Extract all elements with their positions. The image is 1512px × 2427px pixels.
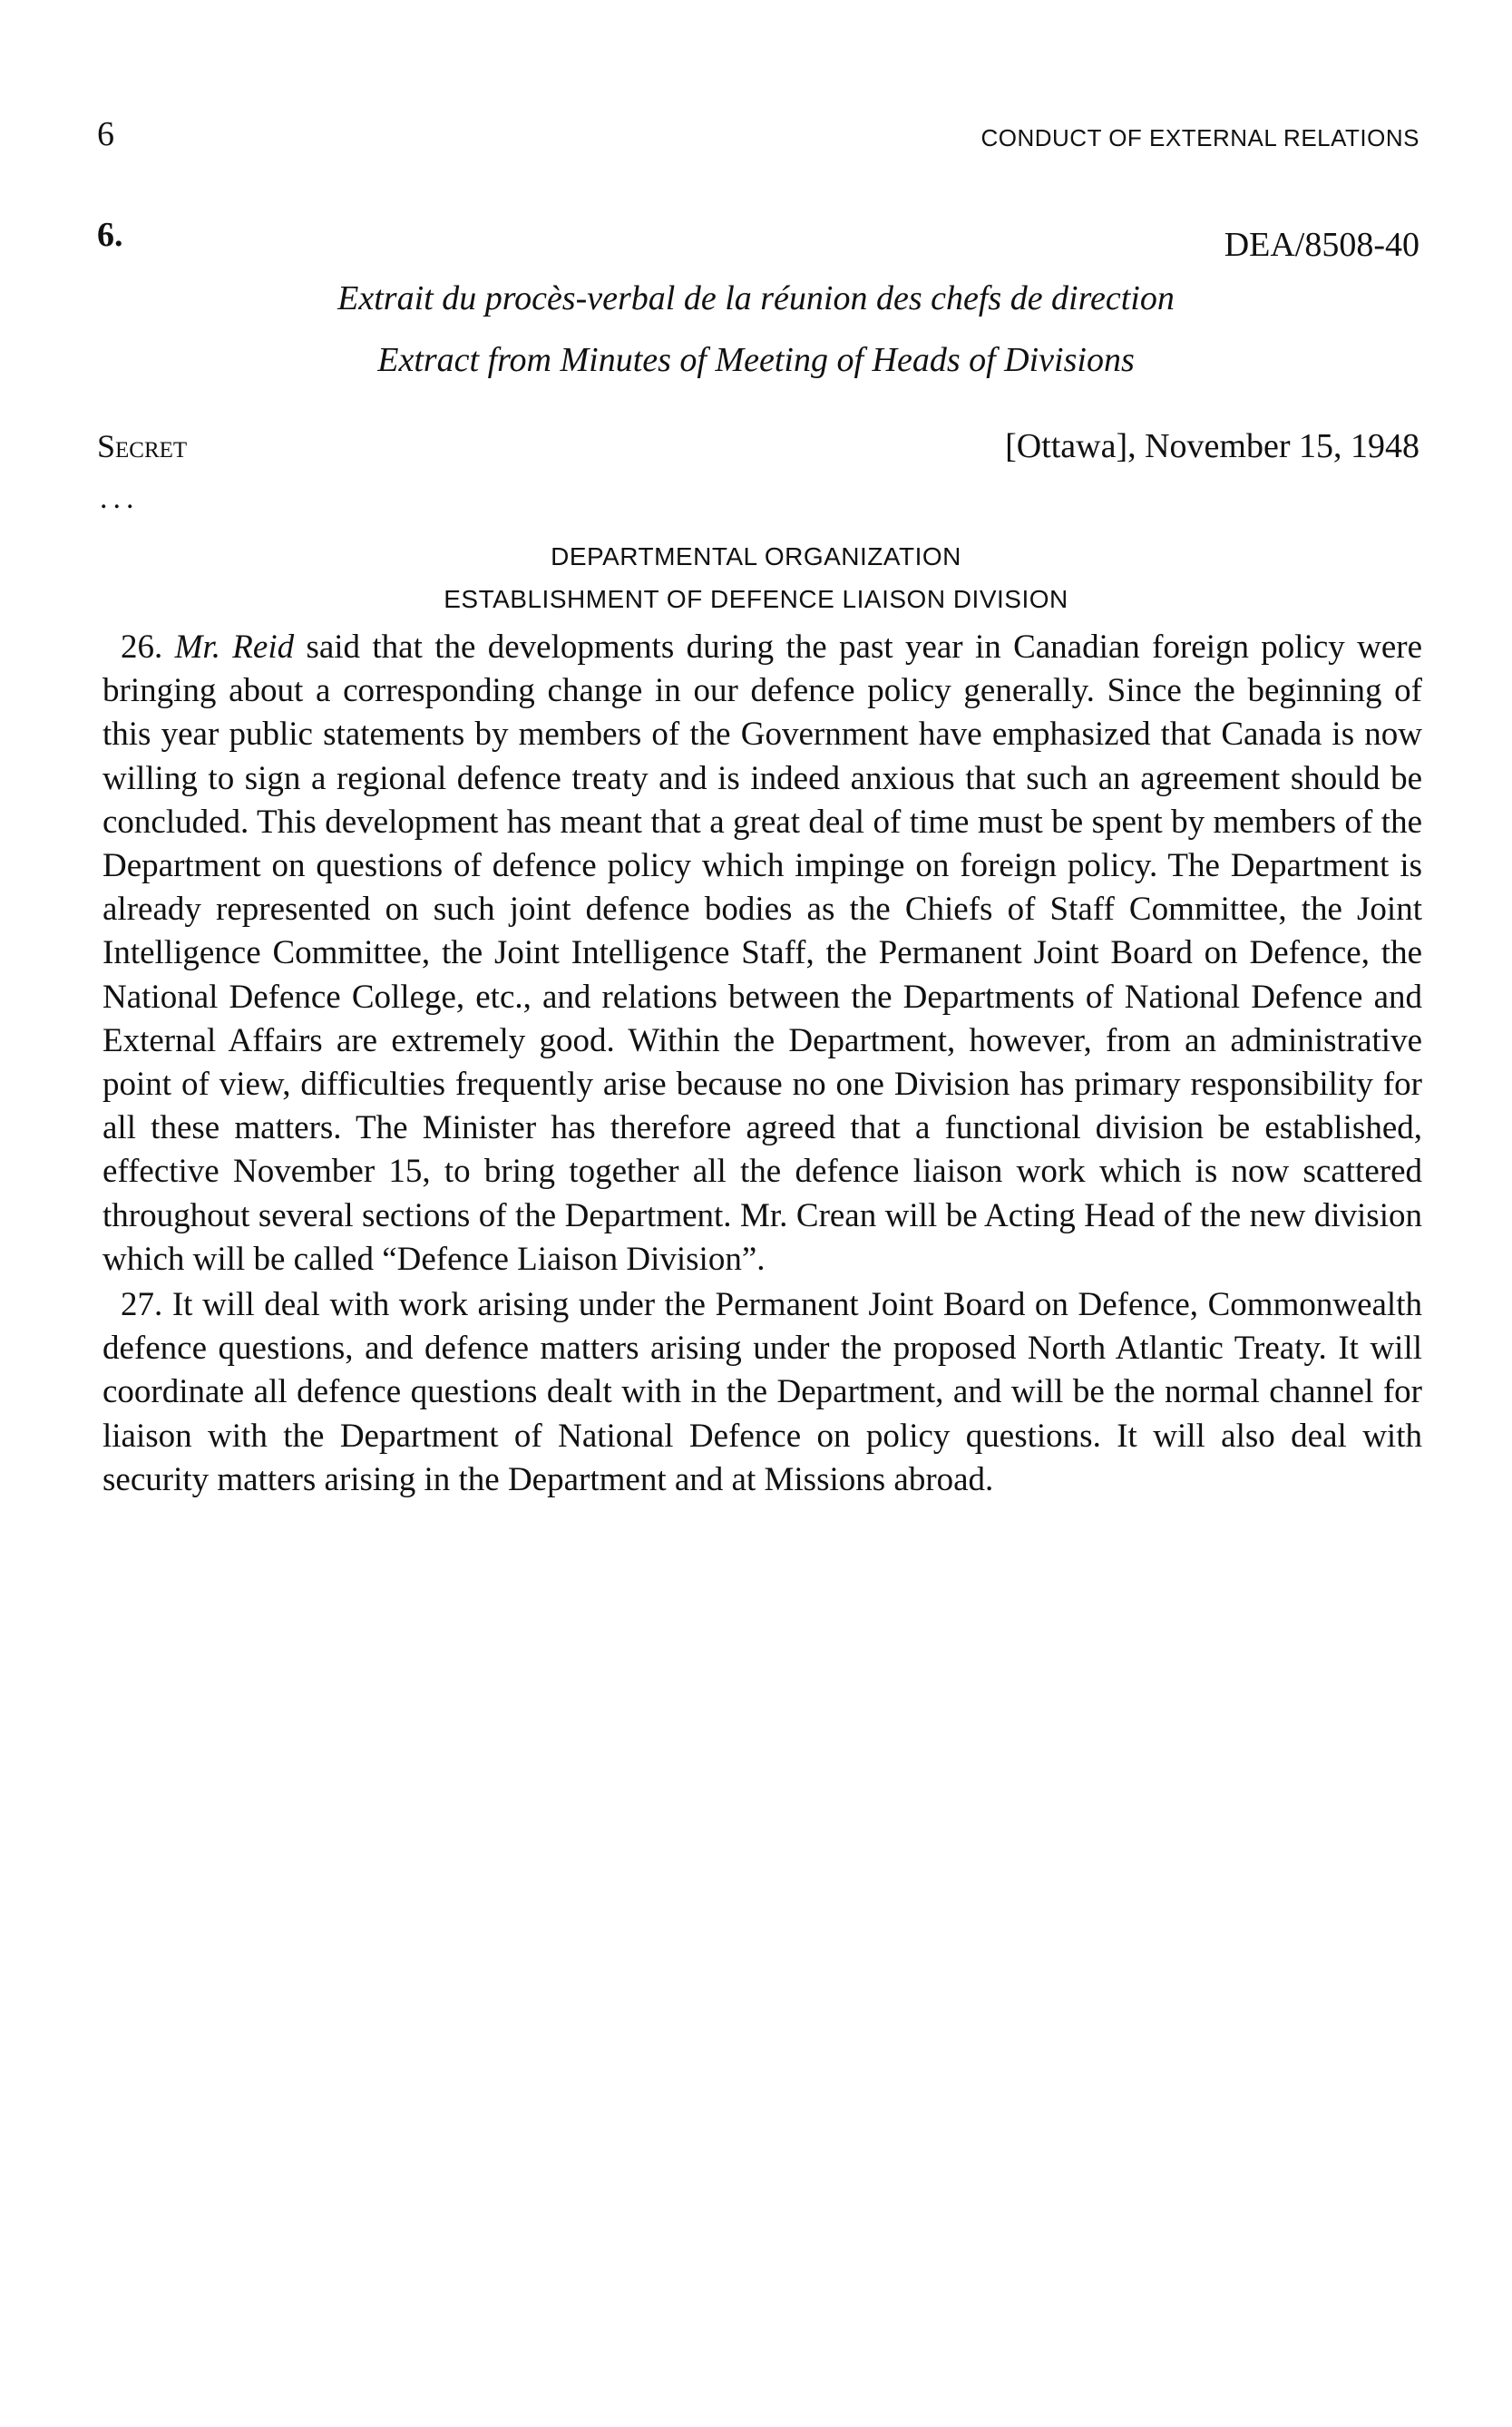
paragraph-text: said that the developments during the past year in Canadian foreign policy were bringing about a corresponding change in our defence policy generally. Since the beginning of this year public statements by members of the Government have emphasized that Canada is now willing to sign a regional defence treaty and is indeed anxious that such an agreement should be concluded. This development has meant that a great deal of time must be spent by members of the Department on questions of defence policy which impinge on foreign policy. The Department is already represented on such joint defence bodies as the Chiefs of Staff Committee, the Joint Intelligence Committee, the Joint Intelligence Staff, the Permanent Joint Board on Defence, the National Defence College, etc., and relations between the Departments of National Defence and External Affairs are extremely good. Within the Department, however, from an administrative point of view, difficulties frequently arise because no one Division has primary responsibility for all these matters. The Minister has therefore agreed that a functional division be established, effective November 15, to bring together all the defence liaison work which is now scattered throughout several sections of the Department. Mr. Crean will be Acting Head of the new division which will be called “Defence Liaison Division”. — [102, 629, 1423, 1278]
document-number: 6. — [97, 216, 123, 254]
running-title: CONDUCT OF EXTERNAL RELATIONS — [980, 124, 1419, 151]
title-english: Extract from Minutes of Meeting of Heads of Divisions — [377, 341, 1135, 379]
file-reference: DEA/8508-40 — [1224, 226, 1419, 264]
paragraph-text: It will deal with work arising under the Permanent Joint Board on Defence, Commonwealth defence questions, and defence matters arising under the proposed North Atlantic Treaty. It will coordinate all defence questions dealt with in the Department, and will be the normal channel for liaison with the Department of National Defence on policy questions. It will also deal with security matters arising in the Department and at Missions abroad. — [102, 1286, 1422, 1498]
classification-label: Secret — [97, 428, 188, 464]
speaker-name: Mr. Reid — [174, 629, 295, 666]
title-french: Extrait du procès-verbal de la réunion des chefs de direction — [337, 279, 1175, 317]
omission-ellipsis: ... — [100, 482, 140, 515]
minutes-body — [102, 626, 1422, 1502]
place-date: [Ottawa], November 15, 1948 — [1005, 427, 1419, 465]
section-heading: DEPARTMENTAL ORGANIZATION — [551, 542, 961, 570]
section-subheading: ESTABLISHMENT OF DEFENCE LIAISON DIVISION — [444, 585, 1068, 613]
page-number: 6 — [97, 115, 114, 153]
paragraph-26 — [102, 626, 1422, 1282]
paragraph-number: 26. — [121, 629, 163, 666]
paragraph-27 — [102, 1283, 1422, 1502]
paragraph-number: 27. — [121, 1286, 163, 1324]
